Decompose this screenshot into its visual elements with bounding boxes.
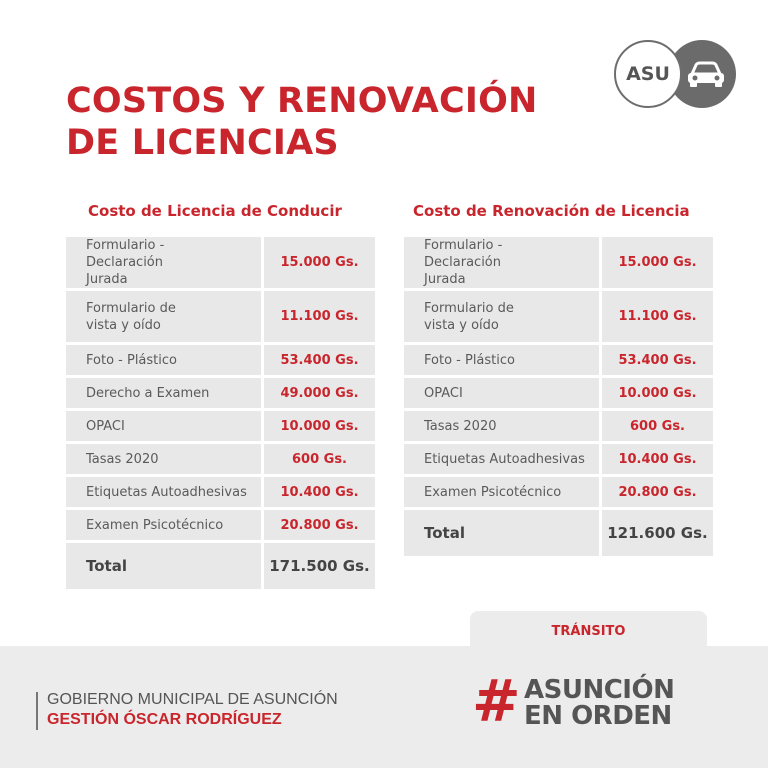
row-label: Examen Psicotécnico: [404, 477, 602, 507]
renewal-cost-table: [404, 234, 713, 559]
row-value: 49.000 Gs.: [264, 378, 375, 408]
page-title-line1: COSTOS Y RENOVACIÓN: [66, 81, 538, 121]
row-value: 15.000 Gs.: [602, 237, 713, 288]
total-row: [66, 543, 375, 589]
table-row: [66, 477, 375, 507]
row-value: 600 Gs.: [602, 411, 713, 441]
brand-line1: ASUNCIÓN: [524, 675, 675, 705]
row-label: Etiquetas Autoadhesivas: [404, 444, 602, 474]
row-value: 10.400 Gs.: [264, 477, 375, 507]
page-title-line2: DE LICENCIAS: [66, 123, 339, 163]
row-value: 20.800 Gs.: [602, 477, 713, 507]
table-row: [404, 237, 713, 288]
row-label: Etiquetas Autoadhesivas: [66, 477, 264, 507]
row-label: OPACI: [404, 378, 602, 408]
table-row: [404, 345, 713, 375]
row-label: OPACI: [66, 411, 264, 441]
total-label: Total: [404, 510, 602, 556]
footer-administration: GESTIÓN ÓSCAR RODRÍGUEZ: [47, 711, 282, 728]
table-row: [66, 411, 375, 441]
row-value: 10.400 Gs.: [602, 444, 713, 474]
row-value: 11.100 Gs.: [264, 291, 375, 342]
asu-badge: [614, 40, 736, 108]
row-label: Formulario de vista y oído: [66, 291, 264, 342]
row-value: 10.000 Gs.: [264, 411, 375, 441]
left-table-title: Costo de Licencia de Conducir: [88, 202, 342, 220]
license-cost-table: [66, 234, 375, 592]
total-row: [404, 510, 713, 556]
table-row: [404, 378, 713, 408]
row-value: 10.000 Gs.: [602, 378, 713, 408]
asu-badge-circle: [614, 40, 682, 108]
row-label: Formulario - Declaración Jurada: [404, 237, 602, 288]
row-label: Formulario de vista y oído: [404, 291, 602, 342]
table-row: [66, 378, 375, 408]
row-value: 600 Gs.: [264, 444, 375, 474]
asuncion-en-orden-logo: [472, 667, 704, 735]
footer-divider: [36, 692, 38, 730]
table-row: [66, 345, 375, 375]
asu-badge-text: ASU: [626, 63, 670, 85]
row-label: Foto - Plástico: [404, 345, 602, 375]
row-label: Examen Psicotécnico: [66, 510, 264, 540]
page-title: [66, 80, 538, 164]
row-label: Formulario - Declaración Jurada: [66, 237, 264, 288]
table-row: [66, 444, 375, 474]
table-row: [66, 291, 375, 342]
row-value: 53.400 Gs.: [264, 345, 375, 375]
row-label: Foto - Plástico: [66, 345, 264, 375]
table-row: [404, 291, 713, 342]
tab-transito: TRÁNSITO: [470, 611, 707, 651]
row-value: 11.100 Gs.: [602, 291, 713, 342]
row-label: Tasas 2020: [404, 411, 602, 441]
row-label: Derecho a Examen: [66, 378, 264, 408]
footer-government: GOBIERNO MUNICIPAL DE ASUNCIÓN: [47, 691, 338, 708]
table-row: [66, 510, 375, 540]
total-label: Total: [66, 543, 264, 589]
total-value: 121.600 Gs.: [602, 510, 713, 556]
table-row: [66, 237, 375, 288]
row-label: Tasas 2020: [66, 444, 264, 474]
row-value: 15.000 Gs.: [264, 237, 375, 288]
table-row: [404, 444, 713, 474]
right-table-title: Costo de Renovación de Licencia: [413, 202, 690, 220]
table-row: [404, 477, 713, 507]
brand-line2: EN ORDEN: [524, 701, 672, 731]
total-value: 171.500 Gs.: [264, 543, 375, 589]
hash-symbol: #: [472, 667, 521, 735]
row-value: 20.800 Gs.: [264, 510, 375, 540]
row-value: 53.400 Gs.: [602, 345, 713, 375]
table-row: [404, 411, 713, 441]
